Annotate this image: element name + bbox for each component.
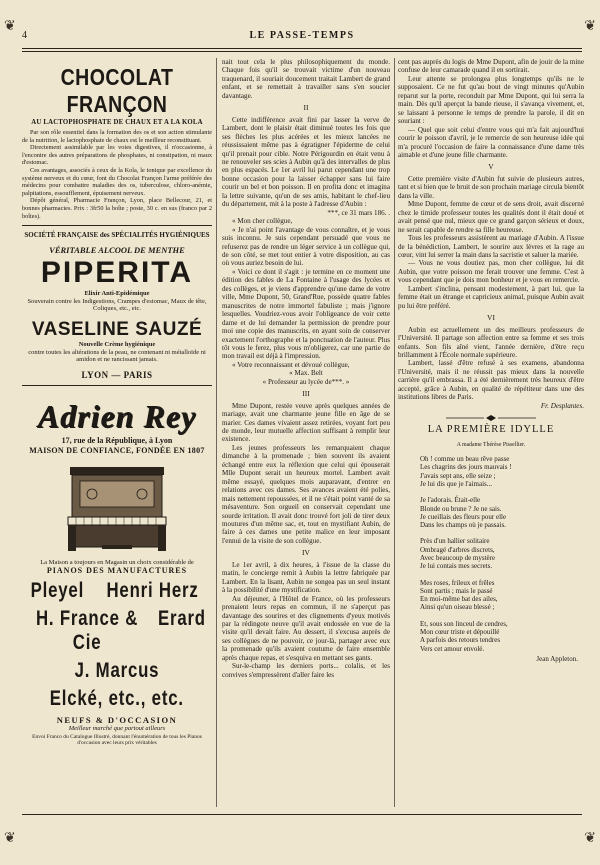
story-paragraph: Cette première visite d'Aubin fut suivie de plusieurs autres, tant et si bien que le bruit de son prochain mariage circula bientôt dans la ville. <box>398 174 584 200</box>
poem-title: LA PREMIÈRE IDYLLE <box>427 424 555 436</box>
ad-title: CHOCOLAT FRANÇON <box>60 64 174 117</box>
footer-rule <box>22 814 582 815</box>
poem-line: Je l'adorais. Était-elle <box>420 496 481 505</box>
poem-line: Sont partis ; mais le passé <box>420 586 493 595</box>
poem-line: Et, sous son linceul de cendres, <box>420 619 508 628</box>
poem-line: Je lui dis que je l'aimais... <box>420 479 493 488</box>
story-paragraph: Au déjeuner, à l'Hôtel de France, où les professeurs prenaient leurs repas en commun, il ne s'aperçut pas davantage des sourires et des clignements d'yeux motivés par la rédingote neuve qu'il avait endossée en vue de la visite qu'il devait faire. Au dessert, il s'excusa auprès de ses collègues de ne pouvoir, ce jour-là, partager avec eux la promenade qu'ils avaient coutume de faire ensemble après chaque repas, et s'esquiva en mettant ses gants. <box>222 594 390 662</box>
section-number: II <box>303 103 309 113</box>
story-paragraph: — Vous ne vous doutiez pas, mon cher collègue, lui dit Aubin, que votre poisson me ferait trouver une femme. C'est à vous cependant que je dois mon bonheur et je vous en remercie. <box>398 259 584 285</box>
section-number: VI <box>487 313 495 323</box>
section-flourish-icon <box>446 414 536 422</box>
ad-adrien-rey <box>22 386 212 747</box>
piano-brand: J. Marcus <box>74 658 160 682</box>
column-divider <box>394 58 395 807</box>
ad-pianos-line: PIANOS DES MANUFACTURES <box>46 565 188 575</box>
story-paragraph: Lambert, lassé d'être refusé à ses examens, abandonna l'Université, mais il ne réussit pas mieux dans la nouvelle carrière qu'il embrassa. Il a été dernièrement très heureux d'être accepté, grâce à Aubin, en qualité de répétiteur dans une des institutions libres de Paris. <box>398 359 584 402</box>
section-number: IV <box>302 548 310 558</box>
poem-line: Avec beaucoup de mystère <box>420 554 496 562</box>
column-divider <box>216 58 217 807</box>
publication-title: LE PASSE-TEMPS <box>249 30 355 41</box>
page-number: 4 <box>22 30 28 41</box>
poem-line: A parfois des retours tendres <box>420 636 501 645</box>
ad-paragraph: Directement assimilable par les voies digestives, il n'occasionne, à l'encontre des autres préparations de phosphates, ni constipation, ni maux d'estomac. <box>22 144 212 167</box>
corner-ornament-icon: ❦ <box>4 831 16 846</box>
story-paragraph: « Voici ce dont il s'agit : je termine en ce moment une édition des fables de La Fontaine à l'usage des lycées et des collèges, et je viens d'apprendre qu'une dame de votre ville, Mme Dupont, 50, Grand'Rue, possède quatre fables manuscrites de notre immortel fabuliste ; mais j'ignore lesquelles. Voudriez-vous avoir l'obligeance de voir cette dame et de lui demander la permission de prendre pour moi une copie des manuscrits, en ayant soin de conserver exactement l'orthographe et la ponctuation de l'auteur. Plus tôt vous le ferez, plus vous m'obligerez, car une partie de mon travail est déjà à l'impression. <box>222 267 390 361</box>
corner-ornament-icon: ❦ <box>4 19 16 34</box>
poem-line: En moi-même bat des ailes, <box>420 595 498 604</box>
ad-line: Souverain contre les Indigestions, Crampes d'estomac, Maux de tête, Coliques, etc., etc. <box>27 297 207 313</box>
ad-piperita <box>22 226 212 386</box>
story-paragraph: Aubin est actuellement un des meilleurs professeurs de l'Université. Il partage son affection entre sa femme et ses trois enfants. Son fils aîné vient, l'année dernière, d'être reçu brillamment à l'École normale supérieure. <box>398 325 584 359</box>
ad-paragraph: Ces avantages, associés à ceux de la Kola, le tonique par excellence du système nerveux et du cœur, font du Chocolat Françon l'arme préférée des médecins pour combattre maladies des os, tuberculose, chloro-anémie, palpitations, essoufflement, épuisement nerveux. <box>22 166 212 197</box>
poem-line: Je cueillais des fleurs pour elle <box>420 512 507 521</box>
story-paragraph: « Je n'ai point l'avantage de vous connaître, et je vous suis inconnu. Je suis cependant persuadé que vous ne refuserez pas de rendre un léger service à un collègue qui, de son côté, se met tout entier à votre disposition, au cas où vous auriez besoin de lui. <box>222 225 390 268</box>
story-paragraph: nait tout cela le plus philosophiquement du monde. Chaque fois qu'il se trouvait victime d'un nouveau traquenard, il souriait doucement traitait Lambert de grand enfant, et se remettait à travailler sans s'en soucier davantage. <box>222 58 390 100</box>
piano-brand: Erard <box>158 606 207 630</box>
ad-fine-print: Envoi Franco du Catalogue Illustré, donnant l'énumération de tous les Pianos d'occasion avec leurs prix véritables <box>32 733 202 747</box>
letter-signature: « Professeur au lycée de***. » <box>262 377 350 386</box>
story-paragraph: Leur attente se prolongea plus longtemps qu'ils ne le supposaient. Ce ne fut qu'au bout de vingt minutes qu'Aubin reparut sur la porte, reconduit par Mme Dupont, qui lui serra la main. Dès qu'il aperçut la bande rieuse, il s'avança vivement, et, se laissant à personne le temps de prendre la parole, il dit en souriant : <box>398 74 584 126</box>
letter-date: ***, ce 31 mars 186. . <box>327 208 390 217</box>
poem-line: Les chagrins des jours mauvais ! <box>420 463 512 472</box>
story-paragraph: Lambert s'inclina, pensant modestement, à part lui, que la femme était un étrange et capricieux animal, puisque Aubin avait pu lui être préféré. <box>398 284 584 310</box>
ad-product-name: PIPERITA <box>40 256 194 290</box>
ad-motto: MAISON DE CONFIANCE, FONDÉE EN 1807 <box>29 445 205 455</box>
ad-paragraph: Dépôt général, Pharmacie Françon, Lyon, place Bellecour, 21, et bonnes pharmacies. Prix : 3fr50 la boîte ; poste, 30 c. en sus (franco par 2 boîtes). <box>22 197 212 220</box>
piano-illustration <box>62 461 172 555</box>
poem <box>398 426 584 663</box>
letter-salutation: « Mon cher collègue, <box>232 217 293 226</box>
poem-line: Dans les champs où je passais. <box>420 521 506 530</box>
brand-row <box>22 575 212 603</box>
brand-row <box>22 655 212 683</box>
poem-line: Ainsi qu'un oiseau blessé ; <box>420 603 495 612</box>
ad-neufs: NEUFS & D'OCCASION <box>56 714 178 725</box>
story-paragraph: Tous les professeurs assistèrent au mariage d'Aubin. A l'issue de la bénédiction, Lambert, le sourire aux lèvres et la rage au cœur, vint lui serrer la main dans la sacristie et saluer la mariée. <box>398 234 584 259</box>
letter-signature: « Max. Belt <box>289 369 323 378</box>
poem-line: Vers cet amour envolé. <box>420 644 485 653</box>
ad-address: 17, rue de la République, à Lyon <box>61 435 173 445</box>
piano-brand: H. France & Cie <box>35 606 139 654</box>
poem-line: J'avais sept ans, elle seize ; <box>420 471 496 480</box>
story-paragraph: Les jeunes professeurs les remarquaient chaque dimanche à la promenade ; bien souvent ils avaient échangé entre eux la réflexion que celui qui épouserait Mlle Dupont serait un heureux mortel. Lambert avait même essayé, quelques mois auparavant, d'entrer en relations avec ces dames. Ses avances avaient été polies, mais nettement repoussées, et il ne s'était point vanté de sa mésaventure. Son orgueil en conservait cependant une sourde irritation. Il avait donc trouvé fort joli de tirer deux moutures d'un même sac, et, tout en mystifiant Aubin, de faire à ces dames une petite malice en leur imposant l'ennui de la visite de son collègue. <box>222 443 390 545</box>
story-column-right <box>398 58 584 807</box>
story-paragraph: Mme Dupont, restée veuve après quelques années de mariage, avait une charmante jeune fille en âge de se marier. Ces dames vivaient assez retirées, voyant fort peu de monde, leur mutuelle affection suffisant à remplir leur existence. <box>222 401 390 444</box>
section-number: III <box>302 389 310 399</box>
poem-line: Mes roses, frileux et frêles <box>420 578 495 587</box>
piano-brand: Elcké, etc., etc. <box>49 686 185 710</box>
piano-brand: Pleyel <box>30 578 85 602</box>
story-paragraph: Le 1er avril, à dix heures, à l'issue de la classe du matin, le concierge remit à Aubin la lettre fabriquée par Lambert. En la lisant, Aubin ne songea pas un seul instant à la possibilité d'une mystification. <box>222 560 390 595</box>
page-header <box>22 30 582 46</box>
ad-paragraph: Par son rôle essentiel dans la formation des os et son action stimulante de la nutrition, le lactophosphate de chaux est le meilleur reconstituant. <box>22 129 212 144</box>
poem-line: Oh ! comme un beau rêve passe <box>420 455 510 464</box>
header-rule <box>22 51 582 52</box>
ad-line: Elixir Anti-Epidémique <box>84 290 150 298</box>
ad-market: Meilleur marché que partout ailleurs <box>68 724 166 732</box>
story-paragraph: Cette indifférence avait fini par lasser la verve de Lambert, dont le plaisir était diminué toutes les fois que ses flèches les plus acérées et les mieux lancées ne réussissaient même pas à égratigner l'épiderme de celui qu'il prenait pour cible. Notre Périgourdin en était venu à ne renouveler ses scies à Aubin qu'à des intervalles de plus en plus espacés. Le 1er avril lui parut cependant une trop bonne occasion pour la laisser échapper sans lui faire courir un bel et bon poisson. Il en profita donc et imagina la lettre suivante, qu'un de ses amis, habitant le chef-lieu du département, mit à la poste à l'adresse d'Aubin : <box>222 115 390 209</box>
poem-line: Je lui contais mes secrets. <box>420 562 493 571</box>
poem-dedication: A madame Thérèse Pissellier. <box>456 441 526 448</box>
brand-row <box>22 683 212 711</box>
ad-line: Nouvelle Crème hygiénique <box>78 340 156 348</box>
advert-column <box>22 58 212 807</box>
story-paragraph: Sur-le-champ les derniers ports... colalis, et les convives s'empressèrent d'aller faire les <box>222 662 390 679</box>
corner-ornament-icon: ❦ <box>584 19 596 34</box>
corner-ornament-icon: ❦ <box>584 831 596 846</box>
piano-brand: Henri Herz <box>106 578 199 602</box>
section-number: V <box>488 162 494 172</box>
ad-tagline: VÉRITABLE ALCOOL DE MENTHE <box>49 245 185 256</box>
header-rule <box>22 48 582 49</box>
story-paragraph: cent pas auprès du logis de Mme Dupont, afin de jouir de la mine confuse de leur camarade quand il en sortirait. <box>398 58 584 75</box>
brand-row <box>22 603 212 655</box>
ad-subtitle: AU LACTOPHOSPHATE DE CHAUX ET A LA KOLA <box>31 119 203 126</box>
story-paragraph: Mme Dupont, femme de cœur et de sens droit, avait discerné chez le timide professeur toutes les qualités dont il était doué et avait pensé que nul, mieux que ce grand garçon sérieux et doux, ne serait capable de rendre sa fille heureuse. <box>398 200 584 234</box>
ad-product-name: VASELINE SAUZÉ <box>31 318 203 340</box>
poem-line: Ombragé d'arbres discrets, <box>420 545 495 554</box>
poem-line: Mon cœur triste et dépouillé <box>420 628 500 637</box>
ad-city: LYON — PARIS <box>81 369 153 380</box>
poem-line: Blonde ou brune ? Je ne sais. <box>420 504 502 513</box>
poem-line: Près d'un hallier solitaire <box>420 537 490 546</box>
story-column-middle <box>222 58 390 807</box>
poem-author: Jean Appleton. <box>536 654 578 663</box>
story-author: Fr. Desplantes. <box>540 401 584 410</box>
ad-logo: Adrien Rey <box>37 397 197 434</box>
story-paragraph: « Votre reconnaissant et dévoué collègue, <box>232 360 350 369</box>
ad-chocolat-francon <box>22 58 212 226</box>
ad-stock-line: La Maison a toujours en Magasin un choix considérable de <box>40 558 194 566</box>
story-paragraph: — Quel que soit celui d'entre vous qui m'a fait aujourd'hui courir le poisson d'avril, je le remercie de son heureuse idée qui m'a procuré l'occasion de faire la connaissance d'une dame très aimable et d'une jeune fille charmante. <box>398 125 584 159</box>
ad-line: contre toutes les altérations de la peau, ne contenant ni métalloïde ni amidon et ne rancissant jamais. <box>28 348 206 364</box>
ad-society: SOCIÉTÉ FRANÇAISE des SPÉCIALITÉS HYGIÉNIQUES <box>24 231 210 240</box>
